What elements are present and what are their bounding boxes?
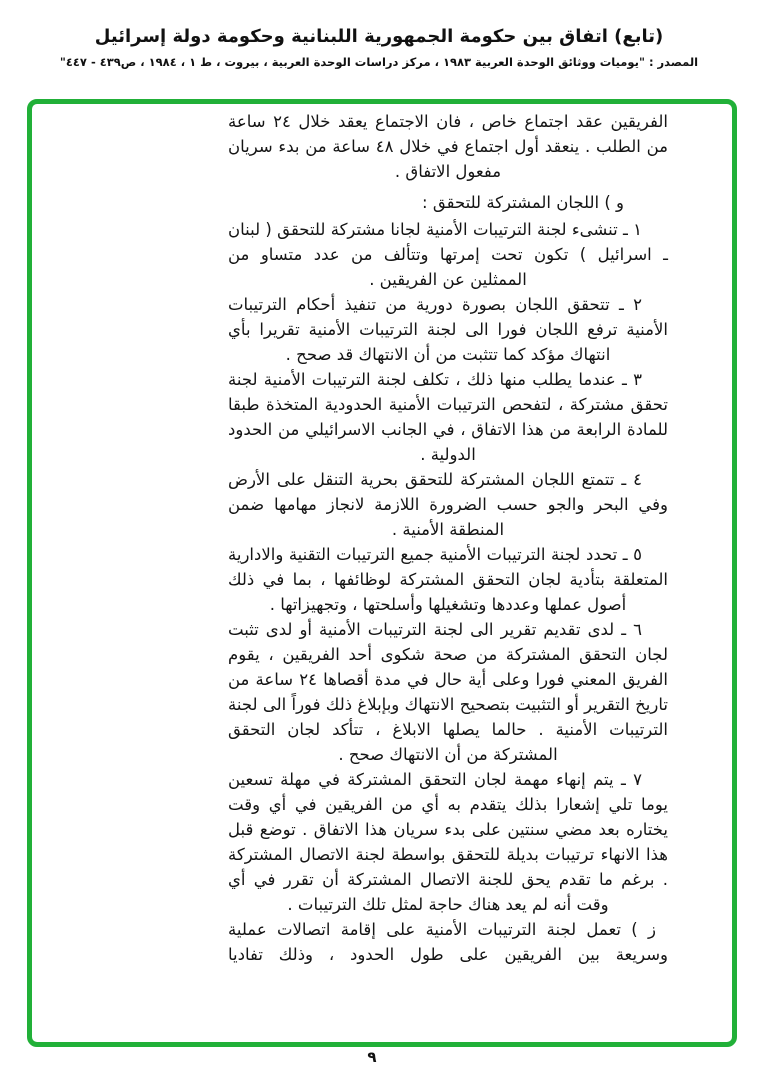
closing-paragraph-za: ز ) تعمل لجنة الترتيبات الأمنية على إقامة اتصالات عملية وسريعة بين الفريقين على طول الحدود ، وذلك تفاديا xyxy=(228,920,668,964)
page-number: ٩ xyxy=(367,1048,377,1066)
numbered-item-6: ٦ ـ لدى تقديم تقرير الى لجنة الترتيبات الأمنية أو لدى تثبت لجان التحقق المشتركة من صحة شكوى أحد الفريقين ، يقوم الفريق المعني فورا وعلى أية حال في مدة أقصاها ٢٤ ساعة من تاريخ التقرير أو التثبيت بتصحيح الانتهاك وبإبلاغ ذلك فوراً الى لجنة الترتيبات الأمنية . حالما يصلها الابلاغ ، تتأكد لجان التحقق المشتركة من أن الانتهاك صحح . xyxy=(228,620,668,764)
doc-source-citation: المصدر : "يوميات ووثائق الوحدة العربية ١٩٨٣ ، مركز دراسات الوحدة العربية ، بيروت ، ط ١ ، ١٩٨٤ ، ص٤٣٩ - ٤٤٧" xyxy=(59,55,699,69)
numbered-item-3: ٣ ـ عندما يطلب منها ذلك ، تكلف لجنة الترتيبات الأمنية لجنة تحقق مشتركة ، لتفحص الترتيبات الأمنية الحدودية المتخذة طبقا للمادة الرابعة من هذا الاتفاق ، في الجانب الاسرائيلي من الحدود الدولية . xyxy=(228,370,668,464)
doc-header xyxy=(0,26,758,69)
numbered-item-5: ٥ ـ تحدد لجنة الترتيبات الأمنية جميع الترتيبات التقنية والادارية المتعلقة بتأدية لجان التحقق المشتركة لوظائفها ، بما في ذلك أصول عملها وعددها وتشغيلها وأسلحتها ، وتجهيزاتها . xyxy=(228,545,668,614)
numbered-item-4: ٤ ـ تتمتع اللجان المشتركة للتحقق بحرية التنقل على الأرض وفي البحر والجو حسب الضرورة اللازمة لانجاز مهامها ضمن المنطقة الأمنية . xyxy=(228,470,668,539)
doc-title: (تابع) اتفاق بين حكومة الجمهورية اللبنانية وحكومة دولة إسرائيل xyxy=(94,26,664,47)
section-heading-waw: و ) اللجان المشتركة للتحقق : xyxy=(422,193,624,212)
numbered-item-7: ٧ ـ يتم إنهاء مهمة لجان التحقق المشتركة في مهلة تسعين يوما تلي إشعارا بذلك يتقدم به أي من الفريقين في أي وقت يختاره بعد مضي سنتين على بدء سريان هذا الاتفاق . توضع قبل هذا الانهاء ترتيبات بديلة للتحقق بواسطة لجنة الاتصال المشتركة . برغم ما تقدم يحق للجنة الاتصال المشتركة أن تقرر في أي وقت أنه لم يعد هناك حاجة لمثل تلك الترتيبات . xyxy=(228,770,668,914)
intro-paragraph: الفريقين عقد اجتماع خاص ، فان الاجتماع يعقد خلال ٢٤ ساعة من الطلب . ينعقد أول اجتماع في خلال ٤٨ ساعة من بدء سريان مفعول الاتفاق . xyxy=(228,112,669,181)
text-column xyxy=(228,109,668,967)
numbered-item-1: ١ ـ تنشىء لجنة الترتيبات الأمنية لجانا مشتركة للتحقق ( لبنان ـ اسرائيل ) تكون تحت إمرتها وتتألف من عدد متساو من الممثلين عن الفريقين . xyxy=(228,220,668,289)
numbered-item-2: ٢ ـ تتحقق اللجان بصورة دورية من تنفيذ أحكام الترتيبات الأمنية ترفع اللجان فورا الى لجنة الترتيبات الأمنية تقريرا بأي انتهاك مؤكد كما تتثبت من أن الانتهاك قد صحح . xyxy=(228,295,668,364)
document-frame xyxy=(27,99,737,1047)
